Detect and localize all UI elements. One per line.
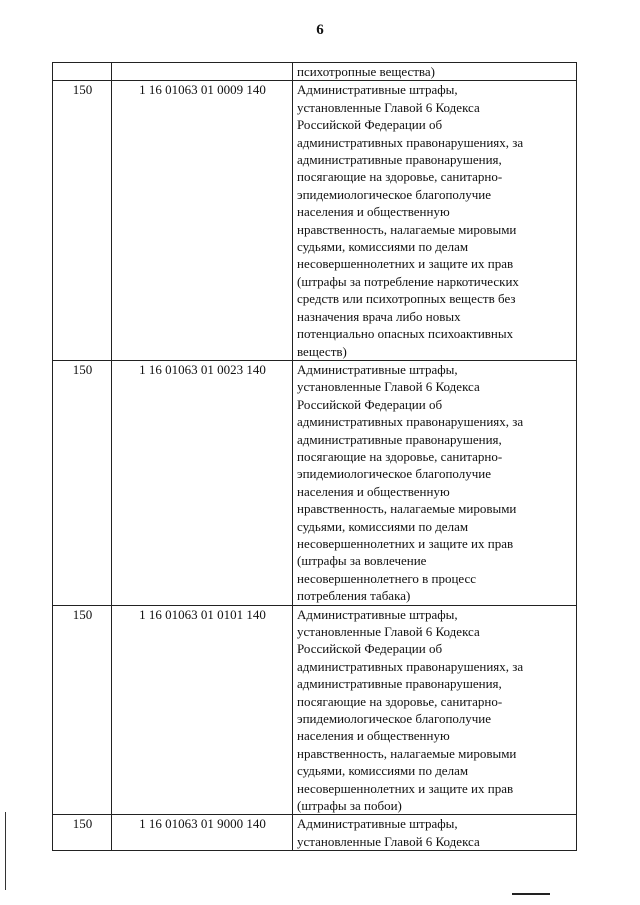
description-line: Административные штрафы, [297,82,458,98]
description-cell [293,815,577,851]
budget-code-cell: 1 16 01063 01 0009 140 [112,81,293,361]
scan-bottom-mark [512,893,550,895]
description-line: нравственность, налагаемые мировыми [297,221,517,237]
budget-code-cell: 1 16 01063 01 9000 140 [112,815,293,851]
description-line: населения и общественную [297,204,450,220]
description-line: психотропные вещества) [297,64,435,79]
description-line: нравственность, налагаемые мировыми [297,745,517,761]
description-line: судьями, комиссиями по делам [297,763,469,779]
description-line: установленные Главой 6 Кодекса [297,624,480,639]
description-cell [293,605,577,815]
description-line: несовершеннолетних и защите их прав [297,780,514,796]
description-line: (штрафы за вовлечение [297,553,427,569]
budget-classification-table [52,62,577,851]
description-line: потребления табака) [297,588,411,604]
description-line: (штрафы за побои) [297,798,402,814]
description-line: эпидемиологическое благополучие [297,711,491,727]
description-line: Российской Федерации об [297,641,443,657]
table-row [53,63,577,81]
description-line: веществ) [297,343,347,359]
description-line: Административные штрафы, [297,361,458,377]
page-number: 6 [316,22,324,38]
budget-code-cell [112,63,293,81]
description-line: посягающие на здоровье, санитарно- [297,169,503,185]
description-line: Российской Федерации об [297,396,443,412]
description-line: несовершеннолетних и защите их прав [297,256,514,272]
scan-margin-line [5,812,6,890]
description-line: Административные штрафы, [297,816,458,832]
budget-code-cell: 1 16 01063 01 0101 140 [112,605,293,815]
table-row [53,81,577,361]
description-line: (штрафы за потребление наркотических [297,273,519,289]
description-line: судьями, комиссиями по делам [297,239,469,255]
description-line: административных правонарушениях, за [297,134,524,150]
description-line: установленные Главой 6 Кодекса [297,833,480,849]
table-row [53,360,577,605]
description-line: административных правонарушениях, за [297,414,524,430]
description-line: Российской Федерации об [297,117,443,133]
description-line: установленные Главой 6 Кодекса [297,379,480,395]
description-line: Административные штрафы, [297,606,458,622]
description-line: населения и общественную [297,483,450,499]
description-line: административных правонарушениях, за [297,658,524,674]
description-line: административные правонарушения, [297,152,502,168]
description-line: нравственность, налагаемые мировыми [297,501,517,517]
admin-code-cell [53,63,112,81]
table-row [53,815,577,851]
description-line: несовершеннолетнего в процесс [297,570,477,586]
description-line: установленные Главой 6 Кодекса [297,99,480,115]
description-line: эпидемиологическое благополучие [297,186,491,202]
description-line: административные правонарушения, [297,431,502,447]
description-line: средств или психотропных веществ без [297,291,516,307]
admin-code-cell: 150 [53,605,112,815]
budget-code-cell: 1 16 01063 01 0023 140 [112,360,293,605]
description-cell [293,81,577,361]
description-line: посягающие на здоровье, санитарно- [297,693,503,709]
description-cell [293,360,577,605]
description-line: судьями, комиссиями по делам [297,518,469,534]
admin-code-cell: 150 [53,815,112,851]
description-line: назначения врача либо новых [297,308,461,324]
description-line: потенциально опасных психоактивных [297,326,514,342]
admin-code-cell: 150 [53,81,112,361]
description-line: административные правонарушения, [297,676,502,692]
description-line: посягающие на здоровье, санитарно- [297,448,503,464]
description-cell [293,63,577,81]
admin-code-cell: 150 [53,360,112,605]
table-row [53,605,577,815]
description-line: несовершеннолетних и защите их прав [297,535,514,551]
description-line: эпидемиологическое благополучие [297,466,491,482]
description-line: населения и общественную [297,728,450,744]
